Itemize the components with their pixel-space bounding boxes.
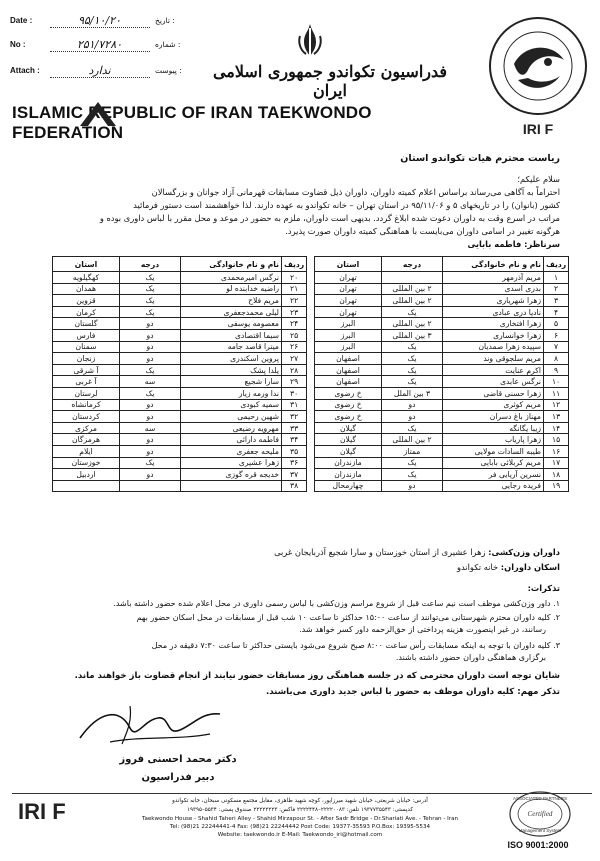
cell-province: مازندران	[315, 457, 382, 469]
cell-rank: دو	[120, 469, 181, 481]
note-2-cont: رسانند، در غیر اینصورت هزینه پرداختی از حق‌الزحمه داور کسر خواهد شد.	[299, 625, 546, 634]
cell-province: لرستان	[53, 387, 120, 399]
cell-rank	[120, 480, 181, 492]
table-row	[315, 341, 569, 353]
note-3-cont: برگزاری هماهنگی داوران حضور داشته باشند.	[395, 653, 546, 662]
cell-rank: دو	[382, 480, 443, 492]
cell-name: بدری اسدی	[443, 283, 544, 295]
cell-province: تهران	[315, 295, 382, 307]
cell-name: فریده رجایی	[443, 480, 544, 492]
cell-rank: دو	[120, 329, 181, 341]
footer-logo-icon	[14, 796, 112, 826]
cell-rank: دو	[120, 411, 181, 423]
col-header-rank: درجه	[382, 257, 443, 272]
cell-name: ندا ورمه زیار	[181, 387, 282, 399]
cell-no: ۶	[544, 329, 569, 341]
cell-rank: دو	[382, 411, 443, 423]
cell-rank: ۲ بین المللی	[382, 283, 443, 295]
cell-province: خوزستان	[53, 457, 120, 469]
cell-no: ۲۴	[282, 318, 307, 330]
table-row	[53, 376, 307, 388]
cell-rank: دو	[120, 399, 181, 411]
footer-address-en: Taekwondo House - Shahid Taheri Alley - Shahid Mirzapour St. - After Sadr Bridge - Dr.Shariati Ave. - Tehran - Iran	[141, 816, 459, 822]
cell-name: مهناز باغ دسران	[443, 411, 544, 423]
date-value: ۹۵/۱۰/۲۰	[78, 14, 121, 27]
cell-province	[53, 480, 120, 492]
number-label-fa: شماره :	[155, 40, 181, 49]
table-row	[53, 306, 307, 318]
cell-name: زهرا خوانساری	[443, 329, 544, 341]
table-row	[53, 469, 307, 481]
signatory-title: دبیر فدراسیون	[141, 772, 215, 783]
footer-address-fa: آدرس: خیابان شریعتی، خیابان شهید میرزاپور، کوچه شهید طاهری، مقابل مجتمع مسکونی سبحان، خانه تکواندو	[172, 798, 428, 804]
cell-name: معصومه یوسفی	[181, 318, 282, 330]
number-value: ۲۵۱/۷۲۸۰	[76, 38, 123, 51]
cell-province: هرمزگان	[53, 434, 120, 446]
cell-province: کردستان	[53, 411, 120, 423]
col-header-rank: درجه	[120, 257, 181, 272]
table-row	[315, 469, 569, 481]
table-row	[315, 411, 569, 423]
table-row	[53, 318, 307, 330]
note-1: ۱. داور وزن‌کشی موظف است نیم ساعت قبل از شروع مراسم وزن‌کشی با لباس رسمی داوری در محل اعلام شده حضور داشته باشد.	[113, 599, 560, 608]
note-2: ۲. کلیه داوران محترم شهرستانی می‌توانند از ساعت ۱۵:۰۰ حداکثر تا ساعت ۱۰ شب قبل از مسابقات در محل اسکان حضور بهم	[136, 613, 560, 622]
table-row	[53, 411, 307, 423]
cell-name: مریم سلجوقی وند	[443, 353, 544, 365]
cell-no: ۲۶	[282, 341, 307, 353]
col-header-province: استان	[53, 257, 120, 272]
cell-name: راضیه خدابنده لو	[181, 283, 282, 295]
cert-top-text: ASSOCIATED PARTNERS	[512, 796, 568, 801]
federation-name-en: ISLAMIC REPUBLIC OF IRAN TAEKWONDO FEDERATION	[12, 103, 372, 142]
cell-name: مریم فلاح	[181, 295, 282, 307]
table-row	[315, 364, 569, 376]
table-row	[315, 387, 569, 399]
table-row	[53, 387, 307, 399]
cell-province: آ غربی	[53, 376, 120, 388]
cell-rank: یک	[382, 353, 443, 365]
cell-no: ۱۰	[544, 376, 569, 388]
table-row	[53, 353, 307, 365]
cert-mid-text: Certified	[527, 810, 553, 818]
cell-no: ۲۳	[282, 306, 307, 318]
cell-province: تهران	[315, 283, 382, 295]
cell-name: خدیجه قره گوزی	[181, 469, 282, 481]
cell-name: فاطمه دارائی	[181, 434, 282, 446]
table-row	[315, 283, 569, 295]
head-referee: سرناظر: فاطمه بابایی	[467, 239, 560, 249]
number-field	[10, 38, 220, 54]
cell-no: ۱۴	[544, 422, 569, 434]
table-header-row	[53, 257, 307, 272]
body-line-1: احتراماً به آگاهی می‌رساند براساس اعلام کمیته داوران، داوران ذیل قضاوت مسابقات قهرمانی آزاد جوانان و بزرگسالان	[151, 187, 560, 197]
cell-name: پروین اسکندری	[181, 353, 282, 365]
cell-no: ۲۸	[282, 364, 307, 376]
cell-rank: دو	[120, 318, 181, 330]
cell-name: نادیا دری عبادی	[443, 306, 544, 318]
cell-name: زهرا شهریاری	[443, 295, 544, 307]
cell-no: ۸	[544, 353, 569, 365]
cell-province: گیلان	[315, 434, 382, 446]
cell-no: ۲۰	[282, 272, 307, 284]
cell-no: ۱۹	[544, 480, 569, 492]
cell-no: ۳۱	[282, 399, 307, 411]
cell-rank: ۳ بین المللی	[382, 329, 443, 341]
cell-no: ۲۷	[282, 353, 307, 365]
table-row	[315, 422, 569, 434]
cell-name: زهرا افتخاری	[443, 318, 544, 330]
cell-no: ۳۳	[282, 422, 307, 434]
cell-no: ۳۲	[282, 411, 307, 423]
cell-no: ۲	[544, 283, 569, 295]
cell-rank: دو	[382, 399, 443, 411]
table-row	[315, 480, 569, 492]
cell-name: زهرا حسنی قاضی	[443, 387, 544, 399]
table-row	[315, 445, 569, 457]
table-row	[315, 306, 569, 318]
cell-rank: یک	[382, 364, 443, 376]
table-row	[315, 399, 569, 411]
col-header-no: ردیف	[544, 257, 569, 272]
cell-province: چهارمحال	[315, 480, 382, 492]
table-row	[53, 341, 307, 353]
cell-rank: دو	[120, 353, 181, 365]
weigh-in-text: زهرا عشیری از استان خوزستان و سارا شجیع آذربایجان غربی	[274, 547, 486, 557]
logo-acronym: IRI F	[522, 121, 554, 137]
cell-province: البرز	[315, 318, 382, 330]
cell-name: مریم کوثری	[443, 399, 544, 411]
addressee: ریاست محترم هیات تکواندو استان	[400, 153, 560, 164]
table-row	[315, 272, 569, 284]
table-row	[53, 283, 307, 295]
table-header-row	[315, 257, 569, 272]
cell-province: کهگیلویه	[53, 272, 120, 284]
cell-no: ۳۸	[282, 480, 307, 492]
cell-no: ۹	[544, 364, 569, 376]
cell-no: ۳	[544, 295, 569, 307]
cell-name: نرگس عابدی	[443, 376, 544, 388]
national-emblem-icon	[296, 22, 324, 60]
cell-rank: دو	[120, 434, 181, 446]
cell-name: سپیده زهرا صمدیان	[443, 341, 544, 353]
table-row	[315, 434, 569, 446]
cell-name: میترا قاصد جامه	[181, 341, 282, 353]
greeting: سلام علیکم؛	[517, 174, 560, 184]
table-row	[315, 318, 569, 330]
cell-rank: یک	[382, 457, 443, 469]
cell-no: ۳۴	[282, 434, 307, 446]
cell-province: گیلان	[315, 445, 382, 457]
cell-rank	[382, 272, 443, 284]
footer-logo	[14, 796, 112, 826]
cell-no: ۱۸	[544, 469, 569, 481]
cell-province: کرمانشاه	[53, 399, 120, 411]
cell-province: اصفهان	[315, 376, 382, 388]
cell-name: زهرا عشیری	[181, 457, 282, 469]
referee-table-left	[52, 256, 307, 492]
cell-no: ۱	[544, 272, 569, 284]
cell-no: ۱۵	[544, 434, 569, 446]
table-row	[53, 272, 307, 284]
date-label-fa: تاریخ :	[155, 16, 175, 25]
cell-province: همدان	[53, 283, 120, 295]
table-row	[53, 399, 307, 411]
cell-name	[181, 480, 282, 492]
signatory-name: دکتر محمد احسنی فروز	[119, 754, 237, 765]
cell-name: مهرویه رضیعی	[181, 422, 282, 434]
footer-web-en: Website: taekwondo.ir E-Mail: Taekwondo_iri@hotmail.com	[217, 832, 383, 838]
accommodation-text: خانه تکواندو	[456, 562, 499, 572]
cell-no: ۳۵	[282, 445, 307, 457]
weigh-in-label: داوران وزن‌کشی:	[488, 547, 560, 557]
table-row	[315, 295, 569, 307]
col-header-name: نام و نام خانوادگی	[443, 257, 544, 272]
col-header-province: استان	[315, 257, 382, 272]
cell-name: طیبه السادات مولایی	[443, 445, 544, 457]
table-row	[315, 457, 569, 469]
table-row	[53, 445, 307, 457]
weigh-in-line	[40, 546, 560, 559]
cell-province: تهران	[315, 272, 382, 284]
iso-label: ISO 9001:2000	[507, 840, 569, 850]
cell-name: مریم آذرمهر	[443, 272, 544, 284]
table-row	[53, 295, 307, 307]
chevron-logo-icon	[78, 98, 118, 128]
cell-rank: یک	[382, 341, 443, 353]
cell-no: ۷	[544, 341, 569, 353]
cell-province: اصفهان	[315, 353, 382, 365]
cell-no: ۲۹	[282, 376, 307, 388]
handwritten-signature	[70, 700, 230, 750]
cell-province: زنجان	[53, 353, 120, 365]
cell-province: گلستان	[53, 318, 120, 330]
cell-name: شهین رحیمی	[181, 411, 282, 423]
table-row	[53, 364, 307, 376]
accommodation-label: اسکان داوران:	[500, 562, 560, 572]
cell-province: خ رضوی	[315, 411, 382, 423]
cell-province: البرز	[315, 329, 382, 341]
cell-province: آ شرقی	[53, 364, 120, 376]
cell-rank: یک	[120, 457, 181, 469]
cert-bottom-text: Management System	[518, 828, 562, 833]
cell-name: لیلی محمدجعفری	[181, 306, 282, 318]
cell-province: تهران	[315, 306, 382, 318]
cell-rank: سه	[120, 376, 181, 388]
note-3: ۳. کلیه داوران با توجه به اینکه مسابقات رأس ساعت ۸:۰۰ صبح شروع می‌شود بایستی حداکثر تا ساعت ۷:۳۰ دقیقه در محل	[151, 641, 560, 650]
cell-rank: یک	[120, 364, 181, 376]
certification-seal-icon	[508, 790, 572, 838]
cell-rank: دو	[120, 341, 181, 353]
body-line-3: مراتب در اسرع وقت به داوران دعوت شده ابلاغ گردد. بدیهی است داوران، ملزم به حضور در موعد و محل مقرر با لباس داوری بوده و	[99, 213, 560, 223]
cell-no: ۳۶	[282, 457, 307, 469]
table-row	[315, 329, 569, 341]
body-line-2: کشور (بانوان) را در تاریخهای ۵ و ۹۵/۱۱/۰۶ در استان تهران – خانه تکواندو به عهده دارند. لذا خواهشمند است دستور فرمائید	[133, 200, 560, 210]
cell-province: سمنان	[53, 341, 120, 353]
cell-province: گیلان	[315, 422, 382, 434]
col-header-no: ردیف	[282, 257, 307, 272]
notes-title: تذکرات:	[527, 583, 560, 593]
cell-name: زیبا یگانگه	[443, 422, 544, 434]
cell-rank: یک	[382, 306, 443, 318]
cell-rank: یک	[120, 295, 181, 307]
table-row	[315, 376, 569, 388]
referee-table-right	[314, 256, 569, 492]
cell-province: کرمان	[53, 306, 120, 318]
cell-province: قزوین	[53, 295, 120, 307]
cell-name: سمیه کبودی	[181, 399, 282, 411]
attach-label: Attach :	[10, 66, 40, 75]
footer-divider	[12, 793, 592, 794]
cell-province: البرز	[315, 341, 382, 353]
cell-name: سارا شجیع	[181, 376, 282, 388]
cell-name: نرگس امیرمحمدی	[181, 272, 282, 284]
cell-name: مریم کربلائی بابایی	[443, 457, 544, 469]
cell-rank: یک	[120, 387, 181, 399]
cell-rank: ۲ بین المللی	[382, 318, 443, 330]
cell-no: ۴	[544, 306, 569, 318]
cell-province: خ رضوی	[315, 387, 382, 399]
cell-no: ۵	[544, 318, 569, 330]
cell-province: مازندران	[315, 469, 382, 481]
attach-label-fa: پیوست :	[155, 66, 182, 75]
cell-province: مرکزی	[53, 422, 120, 434]
cell-name: زهرا پاریاب	[443, 434, 544, 446]
date-label: Date :	[10, 16, 33, 25]
cell-no: ۳۰	[282, 387, 307, 399]
cell-province: خ رضوی	[315, 399, 382, 411]
cell-name: یلدا پشک	[181, 364, 282, 376]
cell-province: اصفهان	[315, 364, 382, 376]
cell-no: ۳۷	[282, 469, 307, 481]
table-row	[53, 480, 307, 492]
cell-rank: یک	[382, 376, 443, 388]
number-label: No :	[10, 40, 26, 49]
cell-no: ۱۱	[544, 387, 569, 399]
table-row	[53, 329, 307, 341]
cell-no: ۲۵	[282, 329, 307, 341]
cell-rank: ۲ بین المللی	[382, 434, 443, 446]
table-row	[53, 457, 307, 469]
cell-name: نسرین آریایی فر	[443, 469, 544, 481]
cell-no: ۱۷	[544, 457, 569, 469]
table-row	[53, 434, 307, 446]
cell-name: اکرم عنایت	[443, 364, 544, 376]
accommodation-line	[40, 561, 560, 574]
cell-rank: ۲ بین المللی	[382, 295, 443, 307]
attach-field	[10, 64, 220, 80]
warning-1: شایان توجه است داوران محترمی که در جلسه هماهنگی روز مسابقات حضور نیابند از انجام قضاوت باز خواهند ماند.	[74, 671, 560, 681]
date-field	[10, 14, 220, 30]
cell-rank: دو	[120, 445, 181, 457]
cell-no: ۱۶	[544, 445, 569, 457]
cell-rank: سه	[120, 422, 181, 434]
cell-rank: ۳ بین الملل	[382, 387, 443, 399]
cell-rank: ممتاز	[382, 445, 443, 457]
footer-phones-en: Tel: (98)21 22244441-4 Fax: (98)21 22244442 Post Code: 19377-35593 P.O.Box: 19395-5534	[169, 824, 431, 830]
cell-province: اردبیل	[53, 469, 120, 481]
footer-phones-fa: کدپستی: ۱۹۳۷۷۳۵۵۴۳ تلفن: ۲۲۲۲۰۰۸۳–۲۲۲۲۴۴۸ فاکس: ۲۲۲۲۲۲۲۳ صندوق پستی: ۵۵۳۴–۱۹۳۹۵	[186, 807, 414, 813]
cell-name: سیما اقتصادی	[181, 329, 282, 341]
footer-logo-text: IRI F	[18, 799, 66, 824]
cell-rank: یک	[120, 272, 181, 284]
table-row	[315, 353, 569, 365]
cell-rank: یک	[382, 422, 443, 434]
cell-no: ۱۲	[544, 399, 569, 411]
cell-no: ۲۲	[282, 295, 307, 307]
col-header-name: نام و نام خانوادگی	[181, 257, 282, 272]
cell-no: ۱۳	[544, 411, 569, 423]
cell-no: ۲۱	[282, 283, 307, 295]
cell-rank: یک	[120, 283, 181, 295]
table-row	[53, 422, 307, 434]
warning-2: تذکر مهم: کلیه داوران موظف به حضور با لباس جدید داوری می‌باشند.	[265, 687, 560, 697]
cell-rank: یک	[382, 469, 443, 481]
body-line-4: هرگونه تغییر در اسامی داوران می‌بایست با هماهنگی کمیته داوران صورت پذیرد.	[285, 226, 560, 236]
federation-logo-icon	[484, 6, 592, 140]
cell-rank: یک	[120, 306, 181, 318]
cell-province: فارس	[53, 329, 120, 341]
cell-province: ایلام	[53, 445, 120, 457]
attach-value: ندارد	[88, 64, 111, 77]
cell-name: ملیحه جعفری	[181, 445, 282, 457]
federation-name-fa: فدراسیون تکواندو جمهوری اسلامی ایران	[212, 62, 448, 100]
